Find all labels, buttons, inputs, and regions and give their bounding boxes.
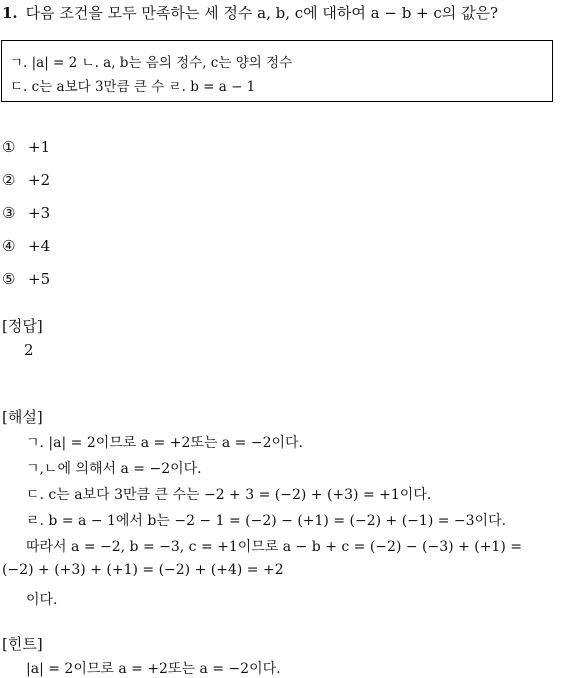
condition-line-1: ㄱ. |a| = 2 ㄴ. a, b는 음의 정수, c는 양의 정수 bbox=[10, 55, 293, 71]
choice-3[interactable] bbox=[2, 204, 50, 222]
choice-4[interactable] bbox=[2, 237, 50, 255]
question-text bbox=[2, 2, 498, 23]
question-number: 1. bbox=[2, 4, 18, 22]
choice-5-value: +5 bbox=[28, 270, 51, 288]
hint-text: |a| = 2이므로 a = +2또는 a = −2이다. bbox=[26, 661, 281, 677]
choice-3-mark: ③ bbox=[2, 204, 16, 222]
explanation-line-4: ㄹ. b = a − 1에서 b는 −2 − 1 = (−2) − (+1) = (−2) + (−1) = −3이다. bbox=[26, 513, 507, 529]
choice-5[interactable] bbox=[2, 270, 50, 288]
choice-2-value: +2 bbox=[28, 171, 51, 189]
choice-5-mark: ⑤ bbox=[2, 270, 16, 288]
choice-2-mark: ② bbox=[2, 171, 16, 189]
choice-3-value: +3 bbox=[28, 204, 51, 222]
explanation-label: [해설] bbox=[2, 408, 43, 426]
explanation-line-2: ㄱ,ㄴ에 의해서 a = −2이다. bbox=[26, 461, 202, 477]
choice-1[interactable] bbox=[2, 138, 50, 156]
choice-1-value: +1 bbox=[28, 138, 51, 156]
question-body: 다음 조건을 모두 만족하는 세 정수 a, b, c에 대하여 a − b + c의 값은? bbox=[25, 4, 499, 22]
hint-label: [힌트] bbox=[2, 635, 43, 653]
explanation-line-1: ㄱ. |a| = 2이므로 a = +2또는 a = −2이다. bbox=[26, 435, 303, 451]
conditions-box bbox=[1, 40, 553, 102]
explanation-line-3: ㄷ. c는 a보다 3만큼 큰 수는 −2 + 3 = (−2) + (+3) = +1이다. bbox=[26, 487, 432, 503]
choice-2[interactable] bbox=[2, 171, 50, 189]
explanation-line-7: 이다. bbox=[26, 592, 58, 608]
explanation-line-5: 따라서 a = −2, b = −3, c = +1이므로 a − b + c = (−2) − (−3) + (+1) = bbox=[26, 539, 522, 555]
choice-4-mark: ④ bbox=[2, 237, 16, 255]
choice-4-value: +4 bbox=[28, 237, 51, 255]
choice-1-mark: ① bbox=[2, 138, 16, 156]
condition-line-2: ㄷ. c는 a보다 3만큼 큰 수 ㄹ. b = a − 1 bbox=[10, 79, 256, 95]
explanation-line-6: (−2) + (+3) + (+1) = (−2) + (+4) = +2 bbox=[2, 562, 284, 578]
answer-value: 2 bbox=[24, 341, 34, 359]
answer-label: [정답] bbox=[2, 317, 43, 335]
